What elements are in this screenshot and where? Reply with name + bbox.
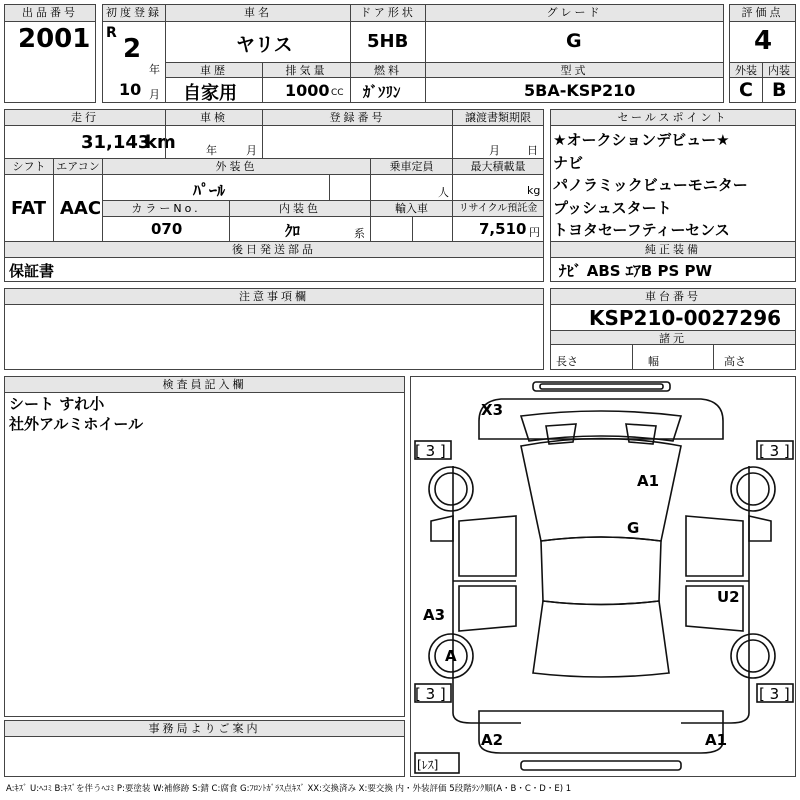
damage-mark: U2 [717,588,740,606]
height-label: 高さ [724,355,746,368]
car-diagram-box [410,376,796,777]
ac-box [53,174,103,242]
damage-mark: A3 [423,606,446,624]
car-name-label: 車名 [165,4,351,22]
load-unit: kg [527,184,541,197]
width-box [632,344,714,370]
damage-mark: A2 [481,731,504,749]
import-label: 輸入車 [370,200,453,217]
load-box [452,174,544,201]
grade-box [425,21,724,63]
model-box [425,77,724,103]
mileage: 31,143 [81,132,151,153]
legend: A:ｷｽﾞ U:ﾍｺﾐ B:ｷｽﾞを伴うﾍｺﾐ P:要塗装 W:補修跡 S:錆 C:腐食 G:ﾌﾛﾝﾄｶﾞﾗｽ点ｷｽﾞ XX:交換済み X:要交換 内・外装評価 5段階ﾗﾝｸ順(A・B・C・D・E) 1 [6,784,572,794]
spare-tire: [ﾚｽ] [417,758,439,772]
color-no-box [102,216,230,242]
damage-mark: G [627,519,640,537]
spec-label: 諸元 [550,330,796,345]
recycle-unit: 円 [529,226,540,239]
mileage-unit: km [145,132,176,153]
length-label: 長さ [556,355,578,368]
sales-point-item: トヨタセーフティーセンス [553,221,730,239]
lot-no-box [4,21,96,103]
notes-box [4,304,544,370]
hood-top [521,411,681,441]
sales-point-item: パノラミックビューモニター [553,176,748,194]
door-label: ドア形状 [350,4,426,22]
displacement-unit: CC [331,88,344,98]
displacement: 1000 [285,81,330,100]
ext-color-divider [329,175,330,200]
reg-no-box [262,125,453,159]
fuel-label: 燃料 [350,62,426,78]
tire-mark: [ 3 ] [415,685,446,703]
ext-color: ﾊﾟｰﾙ [193,181,226,200]
wheel-rear-right-inner [737,640,769,672]
model: 5BA-KSP210 [524,81,636,100]
roof [541,537,661,605]
color-no-label: カラーNo. [102,200,230,217]
first-reg-box [102,21,166,103]
history: 自家用 [183,83,237,104]
capacity-label: 乗車定員 [370,158,453,175]
inspection-month-unit: 月 [246,144,257,157]
damage-mark: A1 [637,472,660,490]
displacement-label: 排気量 [262,62,351,78]
capacity-box [370,174,453,201]
right-front-door [686,516,743,576]
left-front-door [459,516,516,576]
history-box [165,77,263,103]
transfer-month-unit: 月 [489,144,500,157]
month-unit: 月 [149,88,160,101]
inspector-note: 社外アルミホイール [9,415,144,433]
mirror-left [431,516,453,541]
door: 5HB [367,31,409,52]
recycle: 7,510 [479,220,527,238]
reg-no-label: 登録番号 [262,109,453,126]
import-box [370,216,453,242]
hood-outline [479,399,723,439]
exterior-label: 外装 [729,62,763,78]
exterior-box [729,77,763,103]
int-color-label: 内装色 [229,200,371,217]
tire-mark: [ 3 ] [759,685,790,703]
history-label: 車歴 [165,62,263,78]
length-box [550,344,633,370]
model-label: 型式 [425,62,724,78]
wheel-front-right-inner [737,473,769,505]
color-no: 070 [151,220,183,238]
exterior-score: C [739,79,753,101]
inspector-box [4,392,405,717]
ext-color-label: 外装色 [102,158,371,175]
height-box [713,344,796,370]
car-name: ヤリス [236,34,293,56]
inspector-note: シート すれ小 [9,395,105,413]
load-label: 最大積載量 [452,158,544,175]
door-box [350,21,426,63]
later-parts: 保証書 [9,262,55,280]
era: R [106,25,117,41]
width-label: 幅 [648,355,659,368]
year-unit: 年 [149,63,160,76]
chassis-box [550,304,796,331]
shift-box [4,174,54,242]
lot-no: 2001 [18,24,91,54]
office-label: 事務局よりご案内 [4,720,405,737]
equipment: ﾅﾋﾞ ABS ｴｱB PS PW [559,262,713,280]
inspector-notes [9,394,143,434]
mileage-label: 走行 [4,109,166,126]
car-name-box [165,21,351,63]
left-rear-door [459,586,516,631]
later-parts-box [4,257,544,282]
int-color-box [229,216,371,242]
sales-points-list [553,129,748,242]
later-parts-label: 後日発送部品 [4,241,544,258]
damage-mark: A [445,647,457,665]
displacement-box [262,77,351,103]
tire-mark: [ 3 ] [759,442,790,460]
int-color-unit: 系 [354,227,365,240]
sales-points-label: セールスポイント [550,109,796,126]
inspection-year-unit: 年 [206,144,217,157]
transfer-label: 譲渡書類期限 [452,109,544,126]
reg-year: 2 [123,34,142,64]
fuel-box [350,77,426,103]
damage-mark: A1 [705,731,728,749]
office-box [4,736,405,777]
rear-bumper [521,761,681,770]
import-divider [412,217,413,241]
inspector-label: 検査員記入欄 [4,376,405,393]
score: 4 [754,26,773,56]
interior-label: 内装 [762,62,796,78]
transfer-day-unit: 日 [527,144,538,157]
recycle-label: リサイクル預託金 [452,200,544,217]
inspection-label: 車検 [165,109,263,126]
grade-label: グレード [425,4,724,22]
rear-window [533,601,669,677]
first-reg-label: 初度登録 [102,4,166,22]
wheel-front-left-inner [435,473,467,505]
sales-point-item: ★オークションデビュー★ [553,131,730,149]
shift: FAT [11,198,47,219]
damage-mark: X3 [481,401,504,419]
transfer-box [452,125,544,159]
front-bumper-inner [540,384,663,389]
capacity-unit: 人 [438,186,449,199]
chassis-label: 車台番号 [550,288,796,305]
ac-label: エアコン [53,158,103,175]
interior-box [762,77,796,103]
notes-label: 注意事項欄 [4,288,544,305]
int-color: ｸﾛ [285,222,301,240]
tire-mark: [ 3 ] [415,442,446,460]
shift-label: シフト [4,158,54,175]
sales-point-item: ナビ [553,153,584,172]
grade: G [566,30,582,52]
lot-no-label: 出品番号 [4,4,96,22]
mileage-box [4,125,176,159]
ac: AAC [60,198,102,219]
sales-point-item: プッシュスタート [553,198,672,217]
body-left-side [453,466,521,723]
car-diagram [411,377,795,776]
score-box [729,21,796,63]
equipment-box [550,257,796,282]
sales-points-box [550,125,796,242]
rear-outline [479,711,723,753]
equipment-label: 純正装備 [550,241,796,258]
interior-score: B [772,79,787,101]
score-label: 評価点 [729,4,796,22]
ext-color-box [102,174,371,201]
inspection-box [165,125,263,159]
fuel: ｶﾞｿﾘﾝ [363,83,401,101]
chassis-number: KSP210-0027296 [589,306,782,330]
reg-month: 10 [119,80,142,99]
mirror-right [749,516,771,541]
recycle-box [452,216,544,242]
